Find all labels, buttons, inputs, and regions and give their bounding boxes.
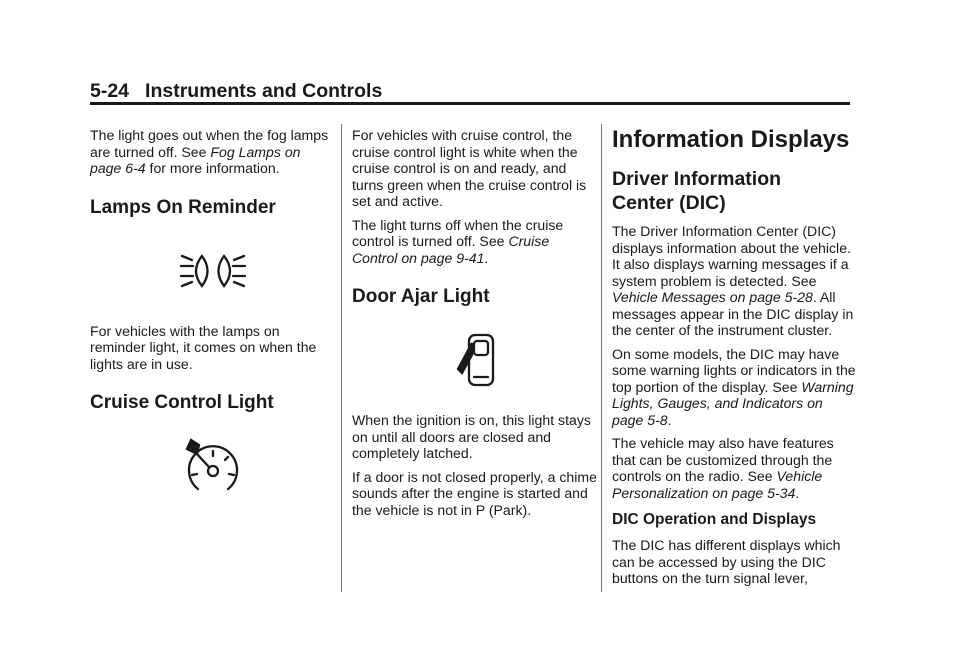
column-divider-2 (601, 124, 602, 592)
lamps-on-reminder-heading: Lamps On Reminder (90, 196, 276, 218)
column-1 (90, 127, 335, 518)
header-rule (90, 102, 850, 105)
lamps-on-reminder-paragraph: For vehicles with the lamps on reminder light, it comes on when the lights are in use. (90, 322, 317, 372)
warning-lights-reference[interactable]: Warning Lights, Gauges, and Indicators on page 5-8 (612, 378, 854, 428)
ignition-paragraph: When the ignition is on, this light stays on until all doors are closed and completely latched. (352, 412, 591, 461)
door-ajar-heading: Door Ajar Light (352, 286, 490, 307)
door-ajar-icon (352, 308, 597, 412)
cruise-control-icon (90, 414, 335, 518)
column-2 (352, 127, 597, 525)
information-displays-heading: Information Displays (612, 126, 850, 153)
section-title: Instruments and Controls (145, 80, 383, 102)
lamps-on-reminder-icon (90, 219, 335, 323)
chime-paragraph: If a door is not closed properly, a chime sounds after the engine is started and the vehicle is not in P (Park). (352, 468, 597, 518)
dic-warning-lights-paragraph: On some models, the DIC may have some warning lights or indicators in the top portion of the display. See Warning Lights, Gauges, and Indicators on page 5-8. (612, 345, 856, 428)
cruise-off-paragraph: The light turns off when the cruise control is turned off. See Cruise Control on page 9-41. (352, 216, 564, 266)
fog-lamp-paragraph: The light goes out when the fog lamps are turned off. See Fog Lamps on page 6-4 for more information. (90, 127, 329, 176)
dic-operation-paragraph: The DIC has different displays which can be accessed by using the DIC buttons on the turn signal lever, (612, 537, 841, 586)
vehicle-personalization-reference[interactable]: Vehicle Personalization on page 5-34 (612, 468, 823, 501)
cruise-control-light-heading: Cruise Control Light (90, 392, 274, 413)
column-divider-1 (341, 124, 342, 592)
column-3 (612, 127, 857, 594)
fog-lamps-reference[interactable]: Fog Lamps on page 6-4 (90, 143, 301, 176)
personalization-paragraph: The vehicle may also have features that can be customized through the controls on the radio. See Vehicle Personalization on page 5-34. (612, 435, 834, 501)
cruise-control-reference[interactable]: Cruise Control on page 9-41 (352, 233, 550, 266)
cruise-control-paragraph: For vehicles with cruise control, the cruise control light is white when the cruise control is on and ready, and turns green when the cruise control is set and active. (352, 127, 587, 209)
dic-intro-paragraph: The Driver Information Center (DIC) displays information about the vehicle. It also displays warning messages if a system problem is detected. See Vehicle Messages on page 5-28. All messages appear in the DIC display in the center of the instrument cluster. (612, 223, 854, 338)
page-number: 5-24 (90, 80, 130, 102)
dic-heading: Driver Information Center (DIC) (612, 168, 782, 214)
vehicle-messages-reference[interactable]: Vehicle Messages on page 5-28 (612, 289, 813, 305)
page-header (90, 80, 382, 103)
dic-operation-heading: DIC Operation and Displays (612, 511, 817, 528)
